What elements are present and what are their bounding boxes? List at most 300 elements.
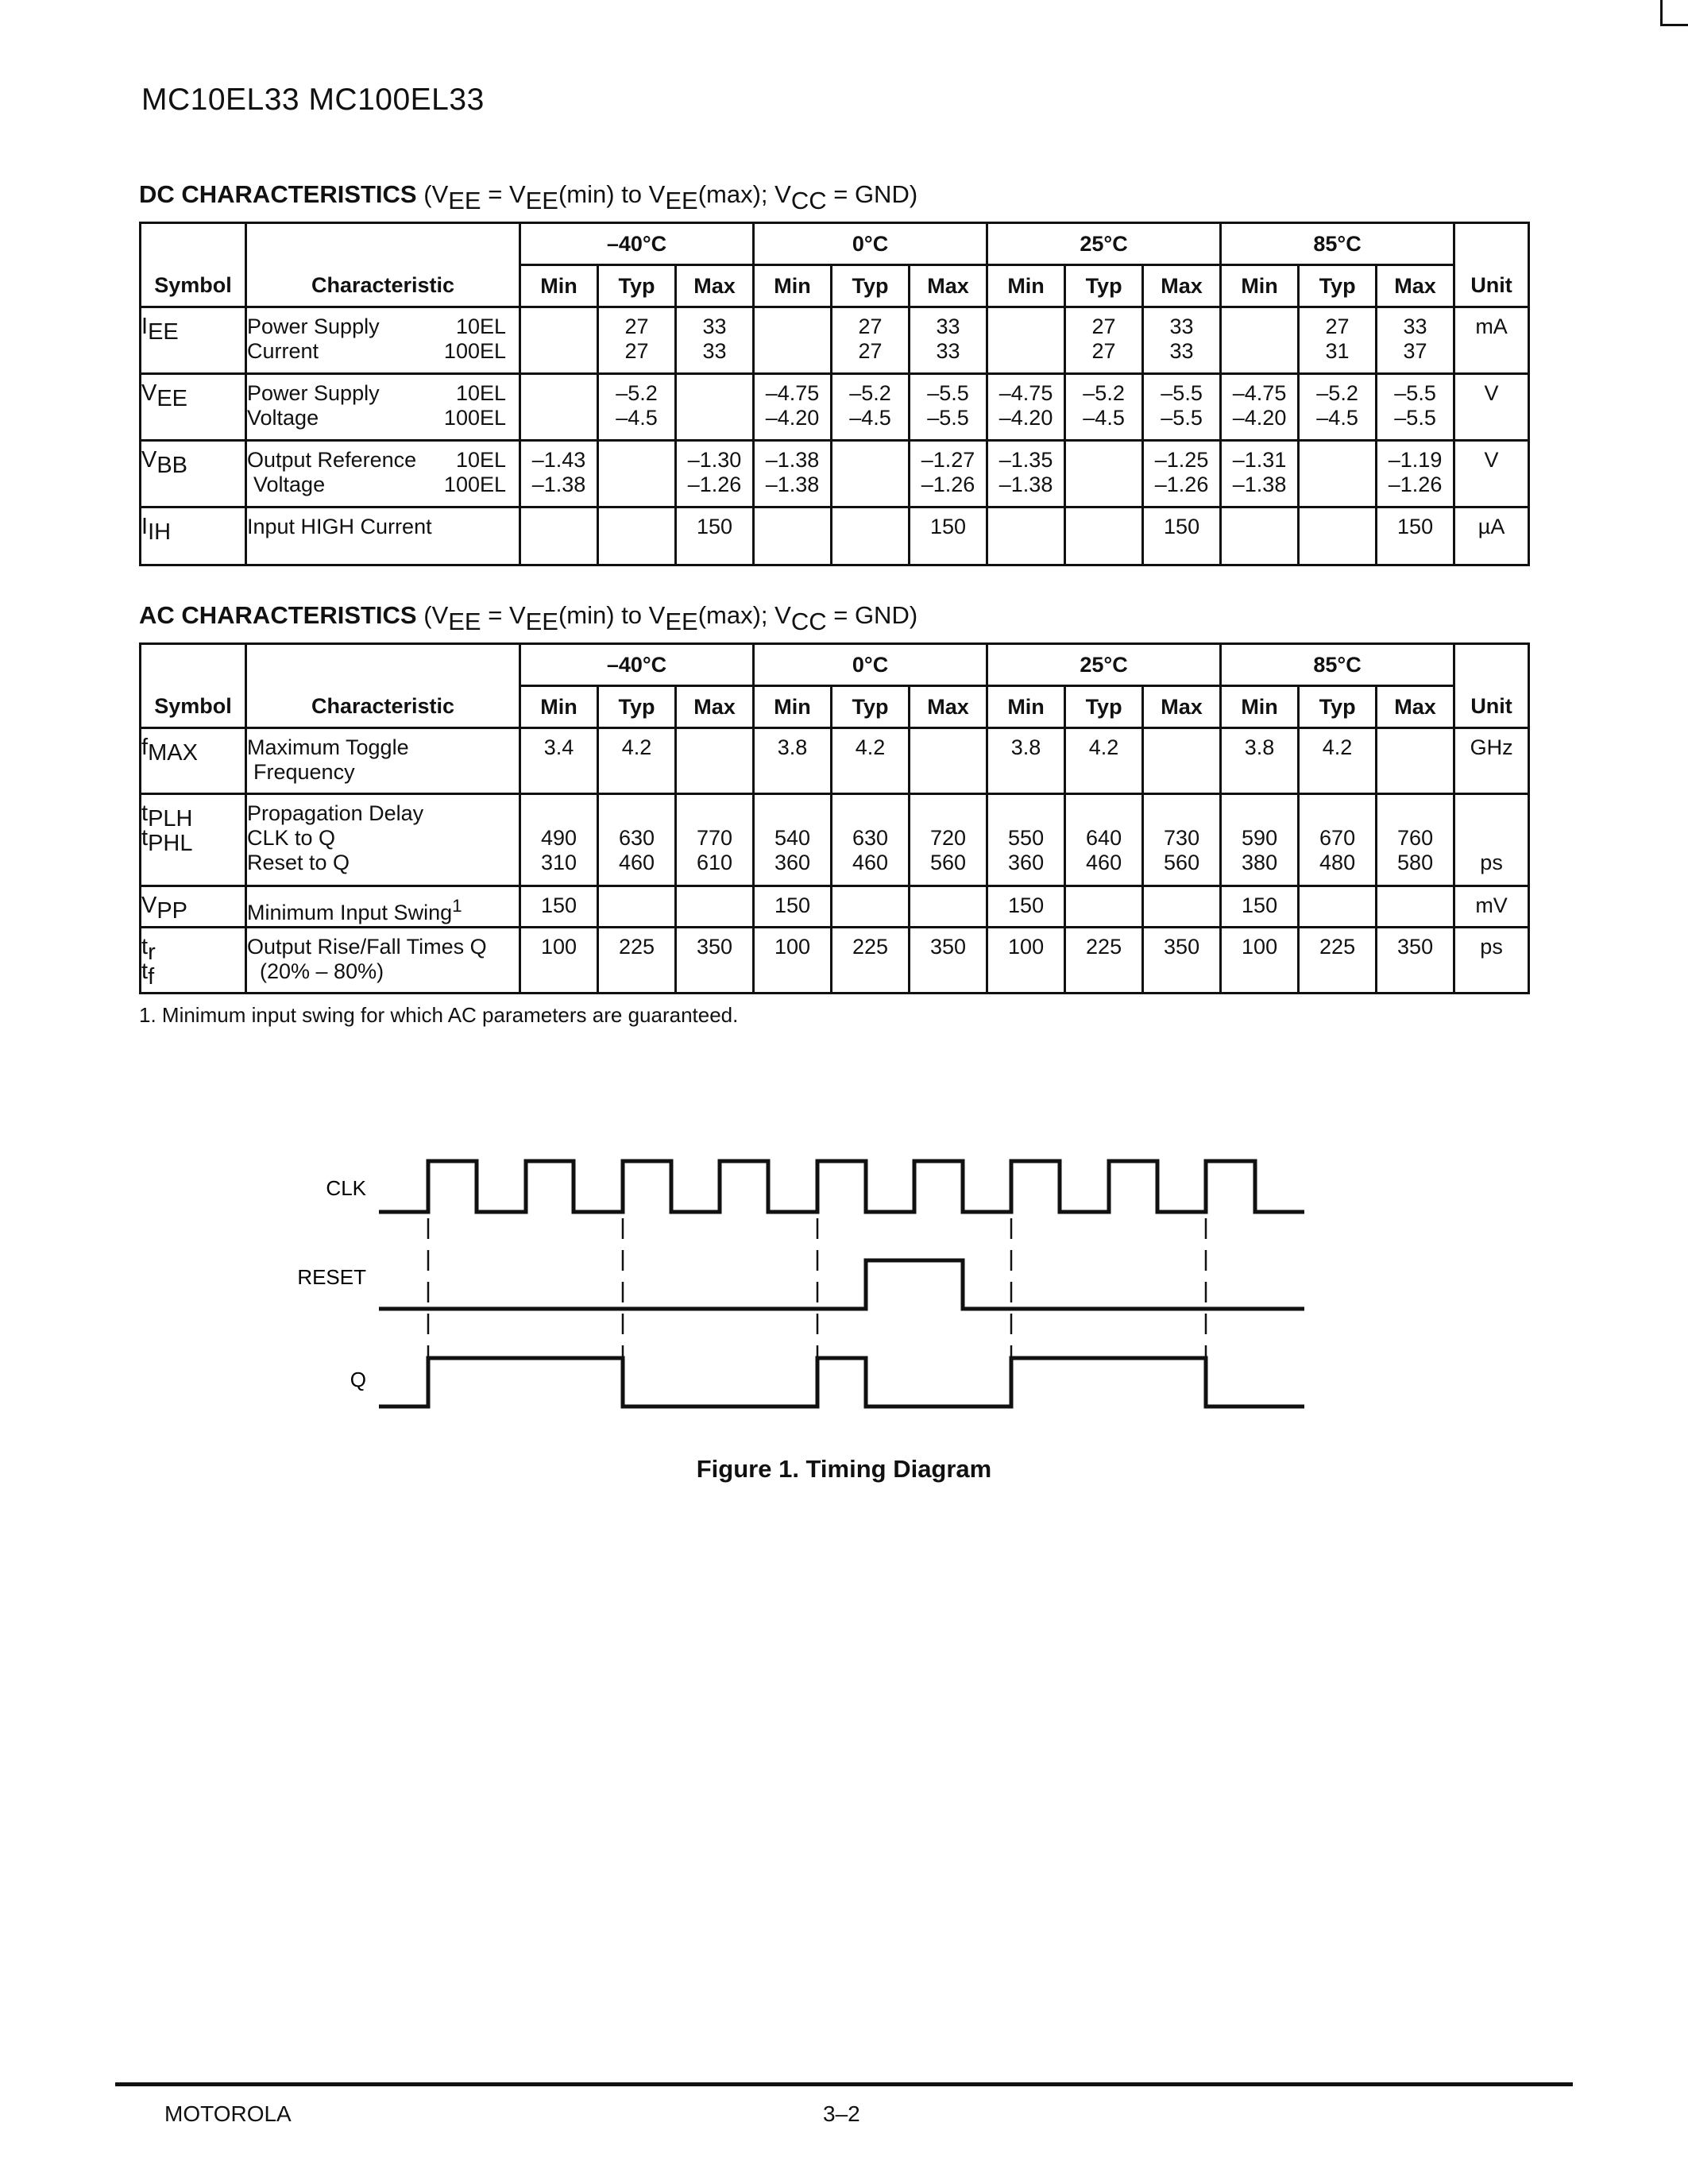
value-cell xyxy=(1299,728,1377,794)
value-line xyxy=(521,314,597,339)
value-cell xyxy=(1143,928,1221,994)
symbol-cell: $V_{EE}$ xyxy=(141,374,246,441)
value-line xyxy=(832,893,908,918)
value-line: –1.25 xyxy=(1154,448,1209,472)
value-line xyxy=(1300,515,1375,539)
value-line: 770 xyxy=(696,826,733,850)
table-row-iee xyxy=(141,307,1529,374)
value-line xyxy=(755,515,830,539)
value-cell xyxy=(676,307,754,374)
characteristic-cell: Power Supply 10EL Current 100EL xyxy=(246,307,520,374)
dc-characteristics-table xyxy=(139,222,1530,566)
value-cell xyxy=(676,441,754,507)
unit-header: Unit xyxy=(1454,644,1529,728)
value-cell xyxy=(1377,441,1454,507)
value-line: 33 xyxy=(1403,314,1427,338)
value-cell xyxy=(1299,441,1377,507)
value-line xyxy=(521,406,597,430)
value-cell xyxy=(987,374,1065,441)
value-cell xyxy=(1221,728,1299,794)
value-line: –1.19 xyxy=(1388,448,1443,472)
value-line xyxy=(988,339,1064,364)
value-line: 27 xyxy=(1091,314,1116,338)
value-line: –5.2 xyxy=(616,381,658,405)
value-cell xyxy=(1299,507,1377,565)
value-line: 350 xyxy=(1397,935,1434,959)
value-cell xyxy=(676,928,754,994)
value-cell xyxy=(910,307,987,374)
typ-header: Typ xyxy=(1299,265,1377,307)
characteristic-cell: Power Supply 10EL Voltage 100EL xyxy=(246,374,520,441)
value-line: 4.2 xyxy=(855,735,886,759)
characteristic-cell: Minimum Input Swing$^1$ xyxy=(246,886,520,928)
value-line xyxy=(988,515,1064,539)
value-line xyxy=(1377,735,1453,760)
typ-header: Typ xyxy=(598,265,676,307)
value-cell xyxy=(1065,928,1143,994)
temp-header: 0°C xyxy=(754,223,987,265)
value-cell xyxy=(1377,507,1454,565)
value-line: V xyxy=(1484,381,1499,405)
q-label: Q xyxy=(350,1368,366,1391)
symbol-cell: $I_{EE}$ xyxy=(141,307,246,374)
value-line: 27 xyxy=(624,339,649,363)
ac-temp-header-row xyxy=(141,644,1529,686)
temp-header: –40°C xyxy=(520,223,754,265)
value-line: –5.5 xyxy=(927,406,969,430)
symbol-cell: $V_{BB}$ xyxy=(141,441,246,507)
value-line: 150 xyxy=(1242,893,1278,917)
value-line xyxy=(1144,735,1219,760)
value-cell xyxy=(1143,507,1221,565)
value-line: –1.30 xyxy=(687,448,742,472)
value-cell xyxy=(1065,886,1143,928)
min-header: Min xyxy=(520,265,598,307)
table-row-trf xyxy=(141,928,1529,994)
value-line: –1.26 xyxy=(1154,473,1209,496)
reset-waveform xyxy=(379,1260,1304,1309)
value-cell xyxy=(754,886,832,928)
typ-header: Typ xyxy=(1065,686,1143,728)
value-line: –5.5 xyxy=(1161,406,1203,430)
value-line: ps xyxy=(1480,851,1503,874)
value-line: –4.5 xyxy=(849,406,891,430)
value-line: –1.38 xyxy=(765,473,820,496)
value-cell xyxy=(832,374,910,441)
unit-cell xyxy=(1454,507,1529,565)
min-header: Min xyxy=(987,265,1065,307)
value-cell xyxy=(832,886,910,928)
value-line: 150 xyxy=(1008,893,1045,917)
unit-cell xyxy=(1454,794,1529,886)
value-cell xyxy=(1065,794,1143,886)
value-cell xyxy=(676,728,754,794)
ac-characteristics-table xyxy=(139,642,1530,994)
ac-section-title: AC CHARACTERISTICS ($V_{EE} = V_{EE}(\min)$ to $V_{EE}(\max)$; $V_{CC} = GND$) xyxy=(139,601,918,635)
value-line: 33 xyxy=(936,314,960,338)
max-header: Max xyxy=(910,265,987,307)
value-line: 460 xyxy=(618,851,655,874)
value-cell xyxy=(520,374,598,441)
value-line: 31 xyxy=(1325,339,1350,363)
value-line xyxy=(677,539,752,564)
value-line: –4.5 xyxy=(1316,406,1358,430)
value-line xyxy=(1066,473,1141,497)
value-cell xyxy=(910,886,987,928)
value-line: –5.5 xyxy=(1161,381,1203,405)
value-cell xyxy=(1065,441,1143,507)
value-line xyxy=(755,339,830,364)
value-line: –5.2 xyxy=(849,381,891,405)
value-cell xyxy=(910,441,987,507)
min-header: Min xyxy=(1221,686,1299,728)
value-line: 380 xyxy=(1242,851,1278,874)
value-cell xyxy=(1065,374,1143,441)
value-cell xyxy=(1221,441,1299,507)
value-cell xyxy=(598,728,676,794)
value-line xyxy=(521,515,597,539)
value-line xyxy=(755,314,830,339)
value-line xyxy=(1066,515,1141,539)
value-line: µA xyxy=(1477,515,1505,538)
value-line: 225 xyxy=(852,935,889,959)
typ-header: Typ xyxy=(598,686,676,728)
max-header: Max xyxy=(910,686,987,728)
value-line: 3.8 xyxy=(1010,735,1041,759)
value-cell xyxy=(1377,728,1454,794)
value-cell xyxy=(754,374,832,441)
value-line: –5.5 xyxy=(927,381,969,405)
value-cell xyxy=(987,441,1065,507)
footnote: 1. Minimum input swing for which AC parameters are guaranteed. xyxy=(139,1003,739,1027)
value-cell xyxy=(1221,928,1299,994)
value-cell xyxy=(676,374,754,441)
value-line: –4.5 xyxy=(1083,406,1125,430)
value-line xyxy=(755,539,830,564)
value-line xyxy=(521,339,597,364)
value-cell xyxy=(832,307,910,374)
value-line: 225 xyxy=(1319,935,1356,959)
clk-waveform xyxy=(379,1161,1304,1212)
value-line: –5.5 xyxy=(1394,406,1436,430)
value-cell xyxy=(1377,886,1454,928)
value-cell xyxy=(520,886,598,928)
temp-header: 25°C xyxy=(987,223,1221,265)
value-line: –1.38 xyxy=(999,473,1053,496)
value-line: 760 xyxy=(1397,826,1434,850)
value-line: 4.2 xyxy=(1088,735,1119,759)
value-cell xyxy=(598,794,676,886)
value-cell xyxy=(598,507,676,565)
value-line xyxy=(988,539,1064,564)
value-cell xyxy=(520,307,598,374)
value-cell xyxy=(754,794,832,886)
reset-label: RESET xyxy=(297,1265,366,1289)
value-cell xyxy=(598,441,676,507)
table-row-vpp xyxy=(141,886,1529,928)
value-line: 33 xyxy=(1169,314,1194,338)
value-line: 150 xyxy=(1397,515,1434,538)
value-line: 33 xyxy=(1169,339,1194,363)
value-line xyxy=(1222,539,1297,564)
value-line: 630 xyxy=(618,826,655,850)
value-line: 490 xyxy=(540,826,577,850)
value-line xyxy=(599,473,674,497)
value-cell xyxy=(520,728,598,794)
value-cell xyxy=(987,794,1065,886)
value-line: 4.2 xyxy=(1322,735,1353,759)
max-header: Max xyxy=(1377,686,1454,728)
unit-cell xyxy=(1454,728,1529,794)
typ-header: Typ xyxy=(832,265,910,307)
characteristic-cell: Input HIGH Current xyxy=(246,507,520,565)
value-line: mV xyxy=(1475,893,1508,917)
value-cell xyxy=(1065,728,1143,794)
characteristic-header: Characteristic xyxy=(246,223,520,307)
symbol-header: Symbol xyxy=(141,644,246,728)
value-cell xyxy=(1377,307,1454,374)
value-cell xyxy=(1143,728,1221,794)
value-line xyxy=(1144,893,1219,918)
value-line: 33 xyxy=(936,339,960,363)
value-line xyxy=(599,893,674,918)
value-cell xyxy=(520,507,598,565)
min-header: Min xyxy=(987,686,1065,728)
value-cell xyxy=(910,374,987,441)
figure-caption: Figure 1. Timing Diagram xyxy=(696,1455,992,1483)
value-line: 360 xyxy=(774,851,811,874)
value-cell xyxy=(754,307,832,374)
value-line: 37 xyxy=(1403,339,1427,363)
value-cell xyxy=(1299,374,1377,441)
table-row-iih xyxy=(141,507,1529,565)
value-line: 100 xyxy=(1242,935,1278,959)
value-line: 3.8 xyxy=(777,735,808,759)
value-cell xyxy=(754,728,832,794)
dc-temp-header-row xyxy=(141,223,1529,265)
value-cell xyxy=(520,794,598,886)
value-line xyxy=(832,515,908,539)
value-cell xyxy=(1143,886,1221,928)
value-line xyxy=(1222,314,1297,339)
symbol-cell: $t_r$ $t_f$ xyxy=(141,928,246,994)
unit-cell xyxy=(1454,307,1529,374)
value-cell xyxy=(910,507,987,565)
value-cell xyxy=(987,507,1065,565)
value-line: 27 xyxy=(624,314,649,338)
value-cell xyxy=(520,928,598,994)
value-cell xyxy=(910,794,987,886)
min-header: Min xyxy=(754,686,832,728)
value-line xyxy=(677,381,752,406)
value-line xyxy=(832,448,908,473)
value-line: 550 xyxy=(1008,826,1045,850)
value-line: 27 xyxy=(1091,339,1116,363)
value-cell xyxy=(1065,307,1143,374)
value-cell xyxy=(832,794,910,886)
characteristic-cell: Output Reference 10EL Voltage 100EL xyxy=(246,441,520,507)
value-cell xyxy=(598,886,676,928)
value-line xyxy=(677,406,752,430)
table-row-tpd xyxy=(141,794,1529,886)
unit-cell xyxy=(1454,886,1529,928)
value-line: –1.38 xyxy=(1232,473,1287,496)
value-line: 350 xyxy=(696,935,733,959)
value-cell xyxy=(987,886,1065,928)
unit-cell xyxy=(1454,374,1529,441)
q-waveform xyxy=(379,1358,1304,1406)
value-line: 540 xyxy=(774,826,811,850)
value-line: 27 xyxy=(858,339,883,363)
value-cell xyxy=(832,507,910,565)
value-cell xyxy=(910,728,987,794)
value-line: –1.35 xyxy=(999,448,1053,472)
value-line: 150 xyxy=(930,515,967,538)
value-line: 350 xyxy=(1164,935,1200,959)
value-line: –1.26 xyxy=(687,473,742,496)
unit-cell xyxy=(1454,441,1529,507)
value-line: 730 xyxy=(1164,826,1200,850)
characteristic-cell: Maximum Toggle Frequency xyxy=(246,728,520,794)
value-line xyxy=(599,515,674,539)
value-cell xyxy=(1143,307,1221,374)
value-line: 610 xyxy=(696,851,733,874)
value-cell xyxy=(1299,794,1377,886)
value-line xyxy=(1066,539,1141,564)
max-header: Max xyxy=(1377,265,1454,307)
value-cell xyxy=(1377,794,1454,886)
value-line xyxy=(1066,893,1141,918)
value-line: 27 xyxy=(1325,314,1350,338)
value-line: 225 xyxy=(1086,935,1122,959)
value-line: 670 xyxy=(1319,826,1356,850)
footer-rule xyxy=(115,2082,1573,2086)
value-cell xyxy=(1299,886,1377,928)
symbol-cell: $I_{IH}$ xyxy=(141,507,246,565)
value-line: 150 xyxy=(696,515,733,538)
value-line: 580 xyxy=(1397,851,1434,874)
max-header: Max xyxy=(1143,265,1221,307)
value-line: V xyxy=(1484,448,1499,472)
value-line xyxy=(1144,539,1219,564)
value-line: –5.2 xyxy=(1083,381,1125,405)
value-line xyxy=(988,314,1064,339)
value-cell xyxy=(598,928,676,994)
temp-header: 25°C xyxy=(987,644,1221,686)
value-line: 480 xyxy=(1319,851,1356,874)
min-header: Min xyxy=(1221,265,1299,307)
value-line: 150 xyxy=(774,893,811,917)
value-line: 630 xyxy=(852,826,889,850)
value-line xyxy=(521,381,597,406)
temp-header: 0°C xyxy=(754,644,987,686)
value-line: 560 xyxy=(1164,851,1200,874)
value-line xyxy=(910,735,986,760)
value-cell xyxy=(832,441,910,507)
value-line: 150 xyxy=(540,893,577,917)
value-line: 4.2 xyxy=(621,735,652,759)
characteristic-header: Characteristic xyxy=(246,644,520,728)
value-line xyxy=(1300,539,1375,564)
value-line: –1.31 xyxy=(1232,448,1287,472)
value-cell xyxy=(754,928,832,994)
characteristic-cell: Propagation Delay CLK to Q Reset to Q xyxy=(246,794,520,886)
value-line xyxy=(599,539,674,564)
value-line: 350 xyxy=(930,935,967,959)
symbol-cell: $t_{PLH}$ $t_{PHL}$ xyxy=(141,794,246,886)
characteristic-cell: Output Rise/Fall Times Q (20% – 80%) xyxy=(246,928,520,994)
value-cell xyxy=(1221,886,1299,928)
typ-header: Typ xyxy=(1065,265,1143,307)
value-cell xyxy=(1299,307,1377,374)
value-line: –4.5 xyxy=(616,406,658,430)
value-line: 590 xyxy=(1242,826,1278,850)
value-line: –1.26 xyxy=(921,473,975,496)
value-cell xyxy=(676,507,754,565)
value-cell xyxy=(1377,374,1454,441)
min-header: Min xyxy=(520,686,598,728)
value-line xyxy=(910,893,986,918)
value-line: –4.75 xyxy=(999,381,1053,405)
value-cell xyxy=(676,886,754,928)
value-cell xyxy=(1221,374,1299,441)
value-line: GHz xyxy=(1470,735,1513,759)
value-line: 3.4 xyxy=(543,735,574,759)
value-cell xyxy=(832,728,910,794)
value-line: –4.75 xyxy=(1232,381,1287,405)
clk-label: CLK xyxy=(326,1176,366,1200)
value-line: 150 xyxy=(1164,515,1200,538)
value-cell xyxy=(754,507,832,565)
symbol-cell: $V_{PP}$ xyxy=(141,886,246,928)
value-cell xyxy=(1221,307,1299,374)
value-cell xyxy=(1221,507,1299,565)
value-cell xyxy=(520,441,598,507)
value-line: 100 xyxy=(774,935,811,959)
value-line: mA xyxy=(1475,314,1508,338)
min-header: Min xyxy=(754,265,832,307)
unit-header: Unit xyxy=(1454,223,1529,307)
value-cell xyxy=(598,374,676,441)
value-line xyxy=(1300,473,1375,497)
table-row-vbb xyxy=(141,441,1529,507)
value-line: 310 xyxy=(540,851,577,874)
footer-brand: MOTOROLA xyxy=(164,2101,292,2126)
value-line xyxy=(1300,893,1375,918)
value-line: ps xyxy=(1480,935,1503,959)
symbol-cell: $f_{MAX}$ xyxy=(141,728,246,794)
value-line xyxy=(1222,515,1297,539)
value-line xyxy=(599,448,674,473)
timing-dashed-markers xyxy=(428,1218,1206,1356)
value-cell xyxy=(987,728,1065,794)
value-line: –4.20 xyxy=(765,406,820,430)
value-line: 640 xyxy=(1086,826,1122,850)
document-title: MC10EL33 MC100EL33 xyxy=(141,83,485,117)
value-line: 460 xyxy=(852,851,889,874)
value-line: 100 xyxy=(540,935,577,959)
value-cell xyxy=(832,928,910,994)
value-line: 33 xyxy=(702,339,727,363)
value-line: 460 xyxy=(1086,851,1122,874)
value-line: –1.38 xyxy=(531,473,586,496)
value-line: 360 xyxy=(1008,851,1045,874)
value-line: 225 xyxy=(618,935,655,959)
value-line xyxy=(677,893,752,918)
value-line: 27 xyxy=(858,314,883,338)
corner-mark xyxy=(1660,0,1688,26)
value-line: –1.26 xyxy=(1388,473,1443,496)
